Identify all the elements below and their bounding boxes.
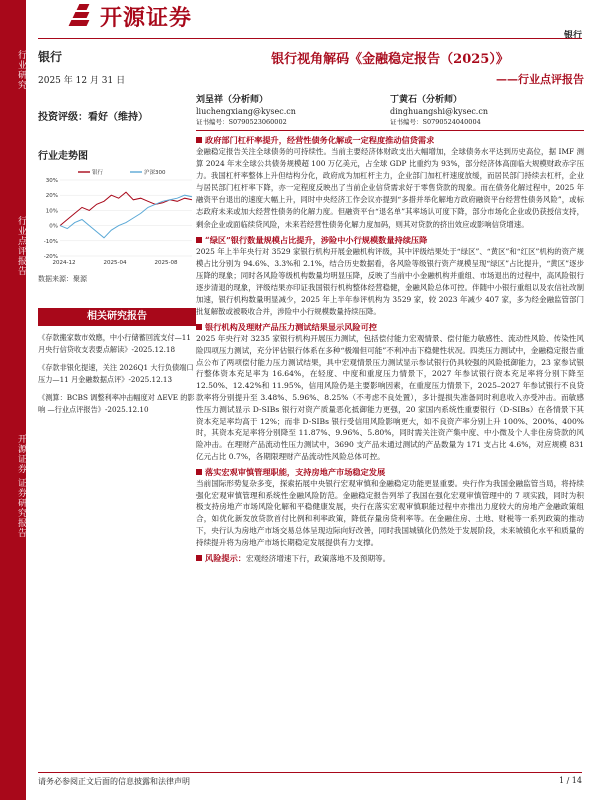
y-tick-label: -10% <box>43 238 58 245</box>
square-bullet-icon <box>196 324 202 330</box>
analyst-name: 刘呈祥（分析师） <box>196 95 269 105</box>
x-tick-label: 2025-04 <box>103 260 127 266</box>
risk-warning-label: 风险提示： <box>205 552 246 563</box>
lower-sections <box>196 318 584 565</box>
sidebar-label-top: 行业研究 <box>16 50 26 90</box>
left-column <box>38 48 196 284</box>
analyst-cert: 证书编号：S0790524040004 <box>390 118 481 126</box>
risk-warning-text: 宏观经济增速下行，政策落地不及预期等。 <box>245 553 391 563</box>
related-reports-header: 相关研究报告 <box>38 308 196 326</box>
brand-logo <box>70 2 192 30</box>
y-tick-label: 30% <box>45 178 58 184</box>
legend-label: 银行 <box>92 170 104 176</box>
report-title: 银行视角解码《金融稳定报告（2025）》 <box>271 52 509 67</box>
chart-source: 数据来源：聚源 <box>38 275 87 283</box>
footer-disclaimer: 请务必参阅正文后面的信息披露和法律声明 <box>38 777 190 786</box>
square-bullet-icon <box>196 469 202 475</box>
analyst-email[interactable]: liuchengxiang@kysec.cn <box>196 107 296 116</box>
page-number: 1 / 14 <box>558 776 582 785</box>
analyst-divider <box>196 130 584 131</box>
section-heading <box>196 134 584 146</box>
section-heading <box>196 234 584 246</box>
legend-label: 沪深300 <box>144 170 166 176</box>
left-color-band <box>0 0 26 800</box>
section-body: 金融稳定报告关注全球债务的可持续性。当前主要经济体财政支出大幅增加，全球债务水平达到历史高位，据 IMF 测算 2024 年末全球公共债务规模超 100 万亿美元，占全球 GDP 比重约为 93%，部分经济体高面临大规模财政赤字压力。我国杠杆率整体上升但结构分化，政府成为加杠杆主力，企业部门加杠杆速度放缓，而居民部门持续去杠杆，企业与居民部门杠杆率下降，亦一定程度反映出了当前企业信贷需求好于零售贷款的现象。而在债务化解过程中，2025 年融资平台退出的速度大幅上升，同时中央经济工作会议亦提到“多措并举化解地方政府融资平台经营性债务风险”，或标志政府未来或加大经营性债务的化解力度。但融资平台“退名单”其率场认可度下降，部分市场化企业或仍获授信支持，剩余企业或面临续贷风险，未来若经营性债务化解力度加码，则其对贷款的挤出效应或影响信贷增速。 <box>196 147 584 229</box>
trend-chart-svg <box>38 166 196 270</box>
risk-warning <box>196 552 584 565</box>
sector-title: 银行 <box>38 50 63 64</box>
trend-chart <box>38 166 196 270</box>
related-reports-list <box>38 332 198 422</box>
section-heading <box>196 466 584 478</box>
analyst-email[interactable]: dinghuangshi@kysec.cn <box>390 107 488 116</box>
sidebar-label-bottom: 开源证券 证券研究报告 <box>16 434 26 538</box>
analyst-block <box>196 95 584 128</box>
section-body: 当前国际形势复杂多变，探索拓展中央银行宏观审慎和金融稳定功能更显重要。央行作为我国金融监管当局，将持续强化宏观审慎管理和系统性金融风险防范。金融稳定报告列举了我国在强化宏观审慎管理中的 7 项实践，同时为积极支持房地产市场风险化解和平稳健康发展，央行在落实宏观审慎职能过程中亦推出力度较大的房地产金融政策组合，如优化新发放贷款首付比例和利率政策，降低存量房贷利率等。在金融住房、土地、财税等一系列政策的推动下，央行认为房地产市场交易总体呈现边际向好改善，同时我国城镇化仍然处于发展阶段，未来城镇化水平和质量的持续提升将为房地产市场长期稳定发展提供有力支撑。 <box>196 478 584 547</box>
report-date: 2025 年 12 月 31 日 <box>38 76 126 86</box>
series-line <box>60 195 192 238</box>
section-body: 2025 年上半年央行对 3529 家银行机构开展金融机构评级，其中评级结果处于“绿区”、“黄区”和“红区”机构的资产规模占比分别为 94.6%、3.3%和 2.1%，结合历史数据看，各风险等级银行资产规模呈现“绿区”占比提升，“黄区”逐步压降的现象；同时各风险等级机构数量均明显压降，反映了当前中小金融机构并重组、市场退出的过程中，高风险银行逐步清退的现象，评级结果亦印证我国银行机构整体经营稳健，金融风险总体可控。伴随中小银行重组以及农信社改制加速，银行机构数量明显减少，2025 年上半年参评机构为 3529 家，较 2023 年减少 407 家，多为经金融监管部门批复解散或被吸收合并，涉险中小行规模数量持续压降。 <box>196 246 584 317</box>
y-tick-label: 0% <box>49 223 58 230</box>
footer-divider <box>38 772 582 773</box>
sector-tag: 银行 <box>563 31 582 41</box>
square-bullet-icon <box>196 555 202 561</box>
investment-rating: 投资评级：看好（维持） <box>38 112 148 123</box>
trend-chart-title: 行业走势图 <box>38 151 88 162</box>
x-tick-label: 2025-08 <box>154 260 178 266</box>
report-subtitle: ——行业点评报告 <box>496 73 584 86</box>
brand-logo-text: 开源证券 <box>100 5 193 31</box>
analyst-name: 丁黄石（分析师） <box>390 95 463 105</box>
section-heading-text: 银行机构及理财产品压力测试结果显示风险可控 <box>205 322 377 332</box>
y-tick-label: -20% <box>43 254 58 260</box>
analyst-card <box>196 95 390 128</box>
header-divider <box>38 38 582 39</box>
y-tick-label: 20% <box>45 193 58 200</box>
related-report-item[interactable]: 《存款非银化提速，关注 2026Q1 大行负债端口压力—11 月金融数据点评》-2025.12.13 <box>38 363 194 384</box>
brand-logo-icon <box>70 4 96 28</box>
related-report-item[interactable]: 《存款搬家数市效應，中小行储蓄回流支付—11 月央行信贷收支表要点解读》-2025.12.18 <box>38 333 191 354</box>
section-heading <box>196 321 584 333</box>
square-bullet-icon <box>196 237 202 243</box>
analyst-card <box>390 95 584 128</box>
main-column <box>196 48 584 318</box>
square-bullet-icon <box>196 137 202 143</box>
analyst-cert: 证书编号：S0790523060002 <box>196 118 287 126</box>
section-heading-text: 落实宏观审慎管理职能，支持房地产市场稳定发展 <box>205 466 386 477</box>
related-report-item[interactable]: 《测算：BCBS 调整利率冲击幅度对 ΔEVE 的影响 —行业点评报告》-2025.12.10 <box>38 393 195 414</box>
section-heading-text: 政府部门杠杆率提升，经营性债务化解或一定程度推动信贷需求 <box>205 135 435 145</box>
x-tick-label: 2024-12 <box>52 260 76 266</box>
y-tick-label: 10% <box>45 208 58 215</box>
section-body: 2025 年央行对 3235 家银行机构开展压力测试，包括偿付能力宏观情景、偿付能力敏感性、流动性风险、传染性风险四项压力测试，充分评估银行体系在多种“极端但可能”不利冲击下稳健性状况。四类压力测试中，金融稳定报告重点公布了两项偿付能力压力测试结果，具中宏观情景压力测试显示参试银行仍具较强的风险抵御能力，23 家参试银行整体资本充足率为 16.64%，在轻度、中度和重度压力情景下，2027 年参试银行资本充足率将分别下降至 12.50%、12.42%和 11.95%，信用风险仍是主要影响因素，在重度压力情景下，2025–2027 年参试银行不良贷款率将分别提升至 3.48%、5.96%、8.25%（不考虑不良处置），多计提损失准备同时利息收入亦受冲击。而敏感性压力测试显示 D-SIBs 银行对资产质量恶化抵御能力更强，20 家国内系统性重要银行（D-SIBs）在各情景下其资本充足率均高于 12%；而非 D-SIBs 银行受信用风险影响更大，如不良资产率分别上升 100%、200%、400%时，其资本充足率将分别降至 11.87%、9.96%、5.80%，同时需关注资产集中度、中小微及个人非住房贷款的风险冲击。在理财产品流动性压力测试中，3690 支产品未通过测试的产品数量为 171 支占比 4.6%，对应规模 831 亿元占比 0.7%，各期限理财产品流动性风险总体可控。 <box>196 334 584 461</box>
section-heading-text: “绿区”银行数量规模占比提升，涉险中小行规模数量持续压降 <box>205 234 428 245</box>
sidebar-label-middle: 行业点评报告 <box>16 216 26 276</box>
